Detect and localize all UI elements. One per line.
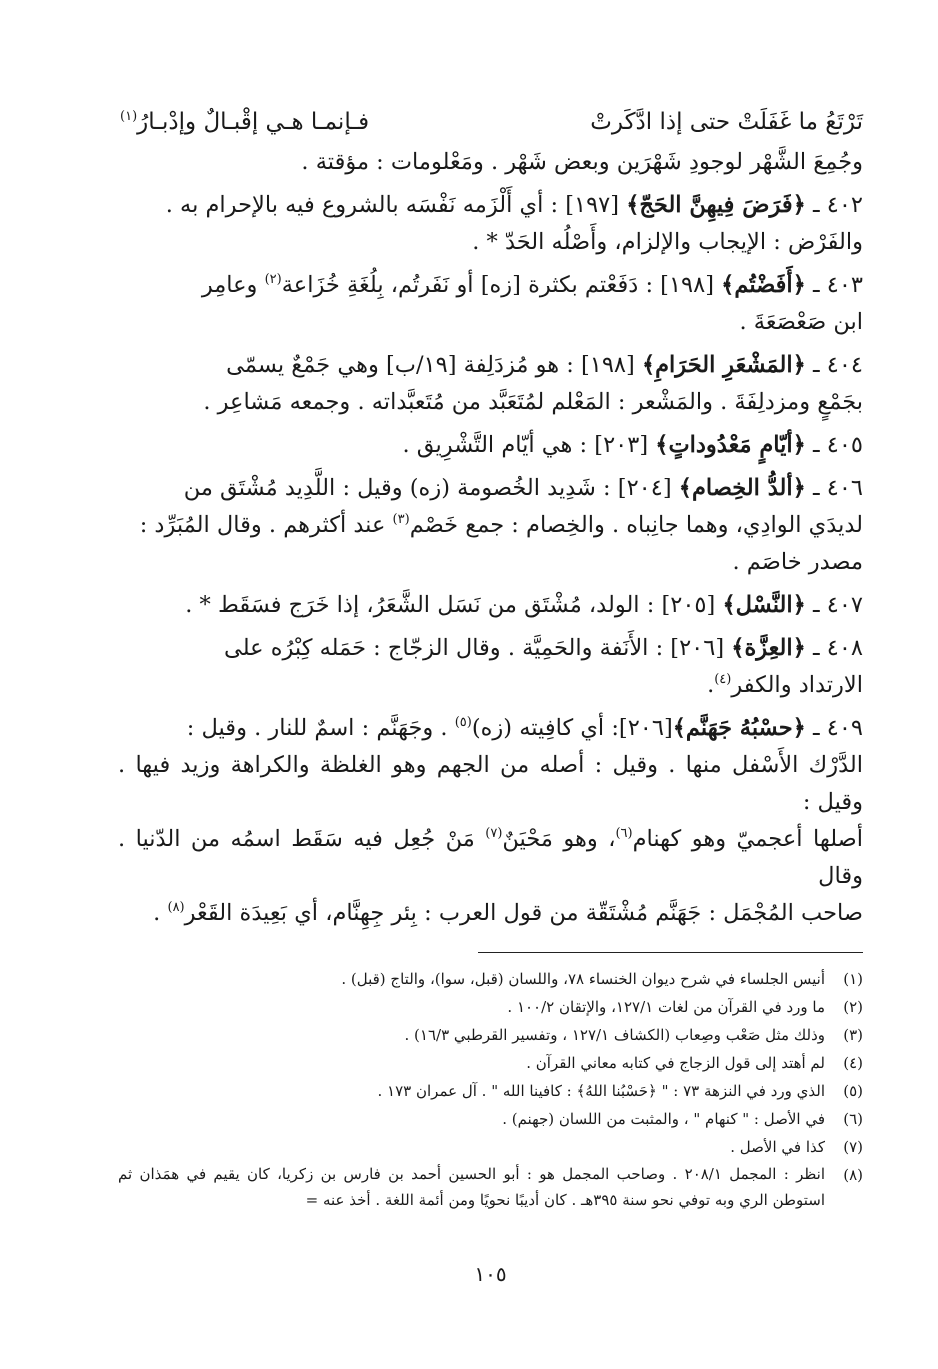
- text-line: ٤٠٢ ـ ﴿فَرَضَ فِيهِنَّ الحَجّ﴾ [١٩٧] : أي أَلْزَمه نَفْسَه بالشروع فيه بالإحرام به .: [165, 192, 863, 218]
- entry-number: ٤٠٥ ـ: [812, 432, 863, 458]
- footnote-number: (٥): [843, 1082, 863, 1100]
- footnote-number: (٤): [843, 1054, 863, 1072]
- verse-hemistich-right: تَرْتَعُ ما غَفَلَتْ حتى إذا ادَّكَرتْ: [590, 109, 863, 135]
- footnote-separator-wrap: [118, 932, 863, 965]
- entry-408: [118, 630, 863, 704]
- quran-term: ﴿حسْبُهُ جَهَنَّم﴾: [672, 715, 806, 741]
- footnote: [118, 1077, 863, 1105]
- footnote-text: في الأصل : " كنهام " ، والمثبت من اللسان (جهنم) .: [502, 1110, 825, 1128]
- footnote-ref: (٣): [392, 512, 410, 527]
- entry-403: [118, 267, 863, 341]
- quran-term: ﴿أَفَضْتُم﴾: [721, 272, 806, 298]
- footnote-ref: (١): [120, 109, 138, 124]
- text-line: لديدَي الوادِي، وهما جانِباه . والخِصام : جمع خَصْم$^{(٣)}$ عند أكثرهم . وقال المُبَرِّد :: [139, 512, 863, 538]
- entry-404: [118, 347, 863, 421]
- text-line: الدَّرْك الأَسْفل منها . وقيل : أصله من الجهم وهو الغلظة والكراهة وزيد فيها . وقيل :: [118, 752, 863, 815]
- footnote-separator: [478, 952, 863, 953]
- footnote: [118, 1105, 863, 1133]
- quran-term: ﴿النَّسْل﴾: [722, 592, 806, 618]
- text-line: ابن صَعْصَعَةَ .: [739, 309, 863, 335]
- footnote: [118, 965, 863, 993]
- text-line: الارتداد والكفر$^{(٤)}$.: [707, 672, 863, 698]
- text-line: والفَرْض : الإيجاب والإلزام، وأَصْلُه الحَدّ * .: [472, 229, 863, 255]
- page-number: ١٠٥: [474, 1262, 507, 1286]
- footnote-number: (٣): [843, 1026, 863, 1044]
- text-line: أصلها أعجميّ وهو كهنام$^{(٦)}$، وهو مَحْيَنٌ$^{(٧)}$ مَنْ جُعِل فيه سَقَط اسمُه من الدّنيا . وقال: [118, 826, 864, 889]
- footnote: [118, 993, 863, 1021]
- entry-405: [118, 427, 863, 464]
- footnote-ref: (٨): [167, 900, 185, 915]
- footnote: [118, 1161, 863, 1213]
- footnote-number: (١): [843, 970, 863, 988]
- text-line: ٤٠٩ ـ ﴿حسْبُهُ جَهَنَّم﴾[٢٠٦]: أي كافِيته (زه)$^{(٥)}$ . وجَهَنَّم : اسمٌ للنار . وقيل :: [186, 715, 863, 741]
- text-line: صاحب المُجْمَل : جَهَنَّم مُشْتَقّة من قول العرب : بِئر جِهِنَّام، أي بَعِيدَة القَعْر$^{(٨)}$ .: [153, 900, 863, 926]
- text-line: ٤٠٥ ـ ﴿أيّامٍ مَعْدُوداتٍ﴾ [٢٠٣] : هي أيّام التَّشْرِيق .: [402, 432, 863, 458]
- footnote-text: لم أهتد إلى قول الزجاج في كتابه معاني القرآن .: [526, 1054, 825, 1072]
- quran-term: ﴿العِزَّة﴾: [731, 635, 806, 661]
- text-line: ٤٠٦ ـ ﴿ألدُّ الخِصام﴾ [٢٠٤] : شَدِيد الخُصومة (زه) وقيل : اللَّدِيد مُشْتَق من: [183, 475, 863, 501]
- text-line: ٤٠٧ ـ ﴿النَّسْل﴾ [٢٠٥] : الولد، مُشْتَق من نَسَل الشَّعَرُ، إذا خَرَج فسَقَط * .: [185, 592, 863, 618]
- entry-number: ٤٠٣ ـ: [812, 272, 863, 298]
- text-line: ٤٠٨ ـ ﴿العِزَّة﴾ [٢٠٦] : الأَنَفة والحَمِيَّة . وقال الزجّاج : حَمَله كِبْرُه على: [223, 635, 863, 661]
- text-line: ٤٠٤ ـ ﴿المَشْعَرِ الحَرَامِ﴾ [١٩٨] : هو مُزدَلِفة [١٩/ب] وهي جَمْعٌ يسمّى: [226, 352, 863, 378]
- entry-number: ٤٠٦ ـ: [812, 475, 863, 501]
- quran-term: ﴿فَرَضَ فِيهِنَّ الحَجّ﴾: [626, 192, 806, 218]
- entry-number: ٤٠٨ ـ: [812, 635, 863, 661]
- footnote-ref: (٧): [485, 826, 503, 841]
- footnote-number: (٧): [843, 1138, 863, 1156]
- footnote-ref: (٥): [454, 715, 472, 730]
- entry-402: [118, 187, 863, 261]
- footnote: [118, 1021, 863, 1049]
- quran-term: ﴿أيّامٍ مَعْدُوداتٍ﴾: [655, 432, 806, 458]
- text-line: بجَمْعٍ ومزدلِفَةَ . والمَشْعر : المَعْلم لمُتَعَبَّد من مُتَعبَّداته . وجمعه مَشاعِر .: [203, 389, 863, 415]
- footnote-number: (٨): [843, 1166, 863, 1184]
- footnote-ref: (٤): [714, 672, 732, 687]
- footnote-text: انظر : المجمل ٢٠٨/١ . وصاحب المجمل هو : أبو الحسين أحمد بن فارس بن زكريا، كان يقيم في همَذان ثم استوطن الري وبه توفي نحو سنة ٣٩٥هـ . كان أديبًا نحويًا ومن أئمة اللغة . أخذ عنه =: [118, 1165, 825, 1209]
- verse-hemistich-left: فـإنمـا هـي إقْبـالٌ وإدْبـارُ$^{(١)}$: [120, 109, 370, 135]
- footnote-number: (٢): [843, 998, 863, 1016]
- verse: [118, 100, 863, 144]
- page: [118, 100, 863, 1320]
- footnote-text: أنيس الجلساء في شرح ديوان الخنساء ٧٨، واللسان (قبل، سوا)، والتاج (قبل) .: [341, 970, 825, 988]
- footnote: [118, 1049, 863, 1077]
- text-line: وجُمِعَ الشَّهْر لوجودِ شَهْرَين وبعض شَهْر . ومَعْلومات : مؤقتة .: [301, 149, 863, 175]
- quran-term: ﴿ألدُّ الخِصام﴾: [678, 475, 806, 501]
- entry-number: ٤٠٩ ـ: [812, 715, 863, 741]
- footnote-ref: (٦): [615, 826, 633, 841]
- footnotes: [118, 965, 863, 1213]
- footnote-number: (٦): [843, 1110, 863, 1128]
- entry-409: [118, 710, 863, 932]
- text-line: ٤٠٣ ـ ﴿أَفَضْتُم﴾ [١٩٨] : دَفَعْتم بكثرة [زه] أو نَفَرتُم، بِلُغَةِ خُزَاعة$^{(٢)}$ وعامِر: [201, 272, 863, 298]
- footnote-text: الذي ورد في النزهة ٧٣ : " ﴿حَسْبُنا اللهُ﴾ : كافينا الله " . آل عمران ١٧٣ .: [377, 1082, 825, 1100]
- entry-number: ٤٠٢ ـ: [812, 192, 863, 218]
- quran-term: ﴿المَشْعَرِ الحَرَامِ﴾: [641, 352, 806, 378]
- footnote: [118, 1133, 863, 1161]
- entry-number: ٤٠٤ ـ: [812, 352, 863, 378]
- entry-406: [118, 470, 863, 581]
- text-line: مصدر خاصَم .: [732, 549, 863, 575]
- footnote-text: كذا في الأصل .: [730, 1138, 825, 1156]
- footnote-ref: (٢): [264, 272, 282, 287]
- footnote-text: وذلك مثل صَعْب وصِعاب (الكشاف ١٢٧/١ ، وتفسير القرطبي ١٦/٣) .: [404, 1026, 825, 1044]
- entry-number: ٤٠٧ ـ: [812, 592, 863, 618]
- footnote-text: ما ورد في القرآن من لغات ١٢٧/١، والإتقان ١٠٠/٢ .: [507, 998, 825, 1016]
- entry-407: [118, 587, 863, 624]
